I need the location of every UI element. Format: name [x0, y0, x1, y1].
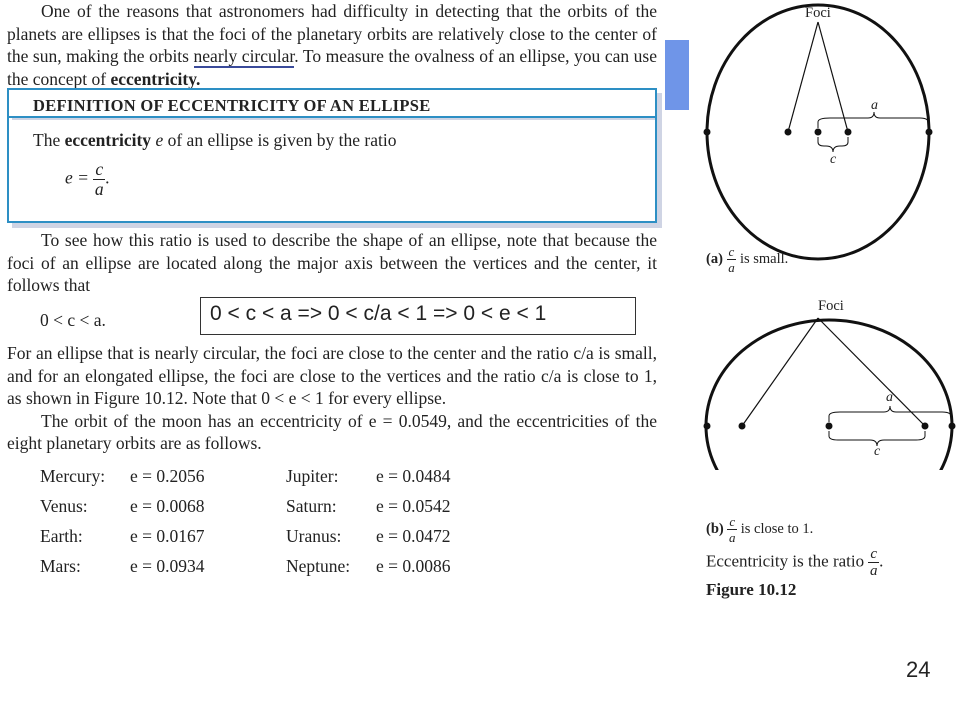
vertex-dot [949, 423, 956, 430]
a-brace-b [829, 406, 952, 422]
c-label-a: c [830, 152, 837, 167]
ellipse-figure [700, 0, 960, 470]
caption-a: (a) $\frac{c}{a}$ is small. [706, 244, 789, 275]
eccentricity-formula: e = $\frac{c}{a}$ . [65, 159, 110, 199]
eccentricity-ratio-caption: Eccentricity is the ratio $\frac{c}{a}$ . [706, 546, 884, 579]
definition-body [9, 120, 655, 221]
focus-dot [785, 129, 792, 136]
vertex-dot [704, 129, 711, 136]
blue-marker [665, 40, 689, 110]
paragraph-2: To see how this ratio is used to describe the shape of an ellipse, note that because the foci of an ellipse are located along the major axis between the vertices and the center, it follows that [7, 230, 657, 295]
underlined-phrase: nearly circular [193, 46, 295, 66]
intro-text-2: . To measure the ovalness of an ellipse, you can use the concept of [7, 46, 657, 89]
foci-line-b-right [818, 318, 925, 426]
foci-label-b: Foci [818, 298, 844, 314]
definition-text: The eccentricity e of an ellipse is given by the ratio [33, 130, 397, 150]
paragraph-3-line-2: The orbit of the moon has an eccentricity of e = 0.0549, and the eccentricities of the eight planetary orbits are as follows. [7, 410, 657, 453]
definition-heading: DEFINITION OF ECCENTRICITY OF AN ELLIPSE [9, 90, 655, 118]
a-label-b: a [886, 390, 893, 405]
focus-dot [845, 129, 852, 136]
figure-label: Figure 10.12 [706, 580, 797, 599]
vertex-dot [926, 129, 933, 136]
vertex-dot [704, 423, 711, 430]
paragraph-3-line-1: For an ellipse that is nearly circular, the foci are close to the center and the ratio c/a is small, and for an elongated ellipse, the foci are close to the vertices and the ratio c/a is close to 1, as shown in Figure 10.12. Note that 0 < e < 1 for every ellipse. [7, 343, 657, 408]
ellipse-b [706, 320, 952, 470]
definition-box [7, 88, 657, 223]
a-label-a: a [871, 98, 878, 113]
c-brace-a [818, 137, 848, 152]
paragraph-3 [7, 342, 657, 455]
foci-line-b-left [742, 318, 818, 426]
foci-line-a-left [788, 22, 818, 132]
center-dot [815, 129, 822, 136]
foci-line-a-right [818, 22, 848, 132]
c-label-b: c [874, 444, 881, 459]
a-brace-a [818, 112, 929, 128]
center-dot [826, 423, 833, 430]
eccentricity-term: eccentricity. [110, 68, 201, 89]
focus-dot [739, 423, 746, 430]
intro-text: One of the reasons that astronomers had difficulty in detecting that the orbits of the planets are ellipses is that the foci of the planetary orbits are relatively close to the center of the sun, making the orbits [7, 1, 657, 66]
inequality: 0 < c < a. [40, 310, 106, 330]
intro-paragraph [7, 0, 657, 90]
caption-b: (b) $\frac{c}{a}$ is close to 1. [706, 514, 814, 545]
foci-label-a: Foci [805, 5, 831, 21]
implication-box: 0 < c < a => 0 < c/a < 1 => 0 < e < 1 [200, 297, 636, 335]
page-number: 24 [906, 657, 931, 682]
focus-dot [922, 423, 929, 430]
